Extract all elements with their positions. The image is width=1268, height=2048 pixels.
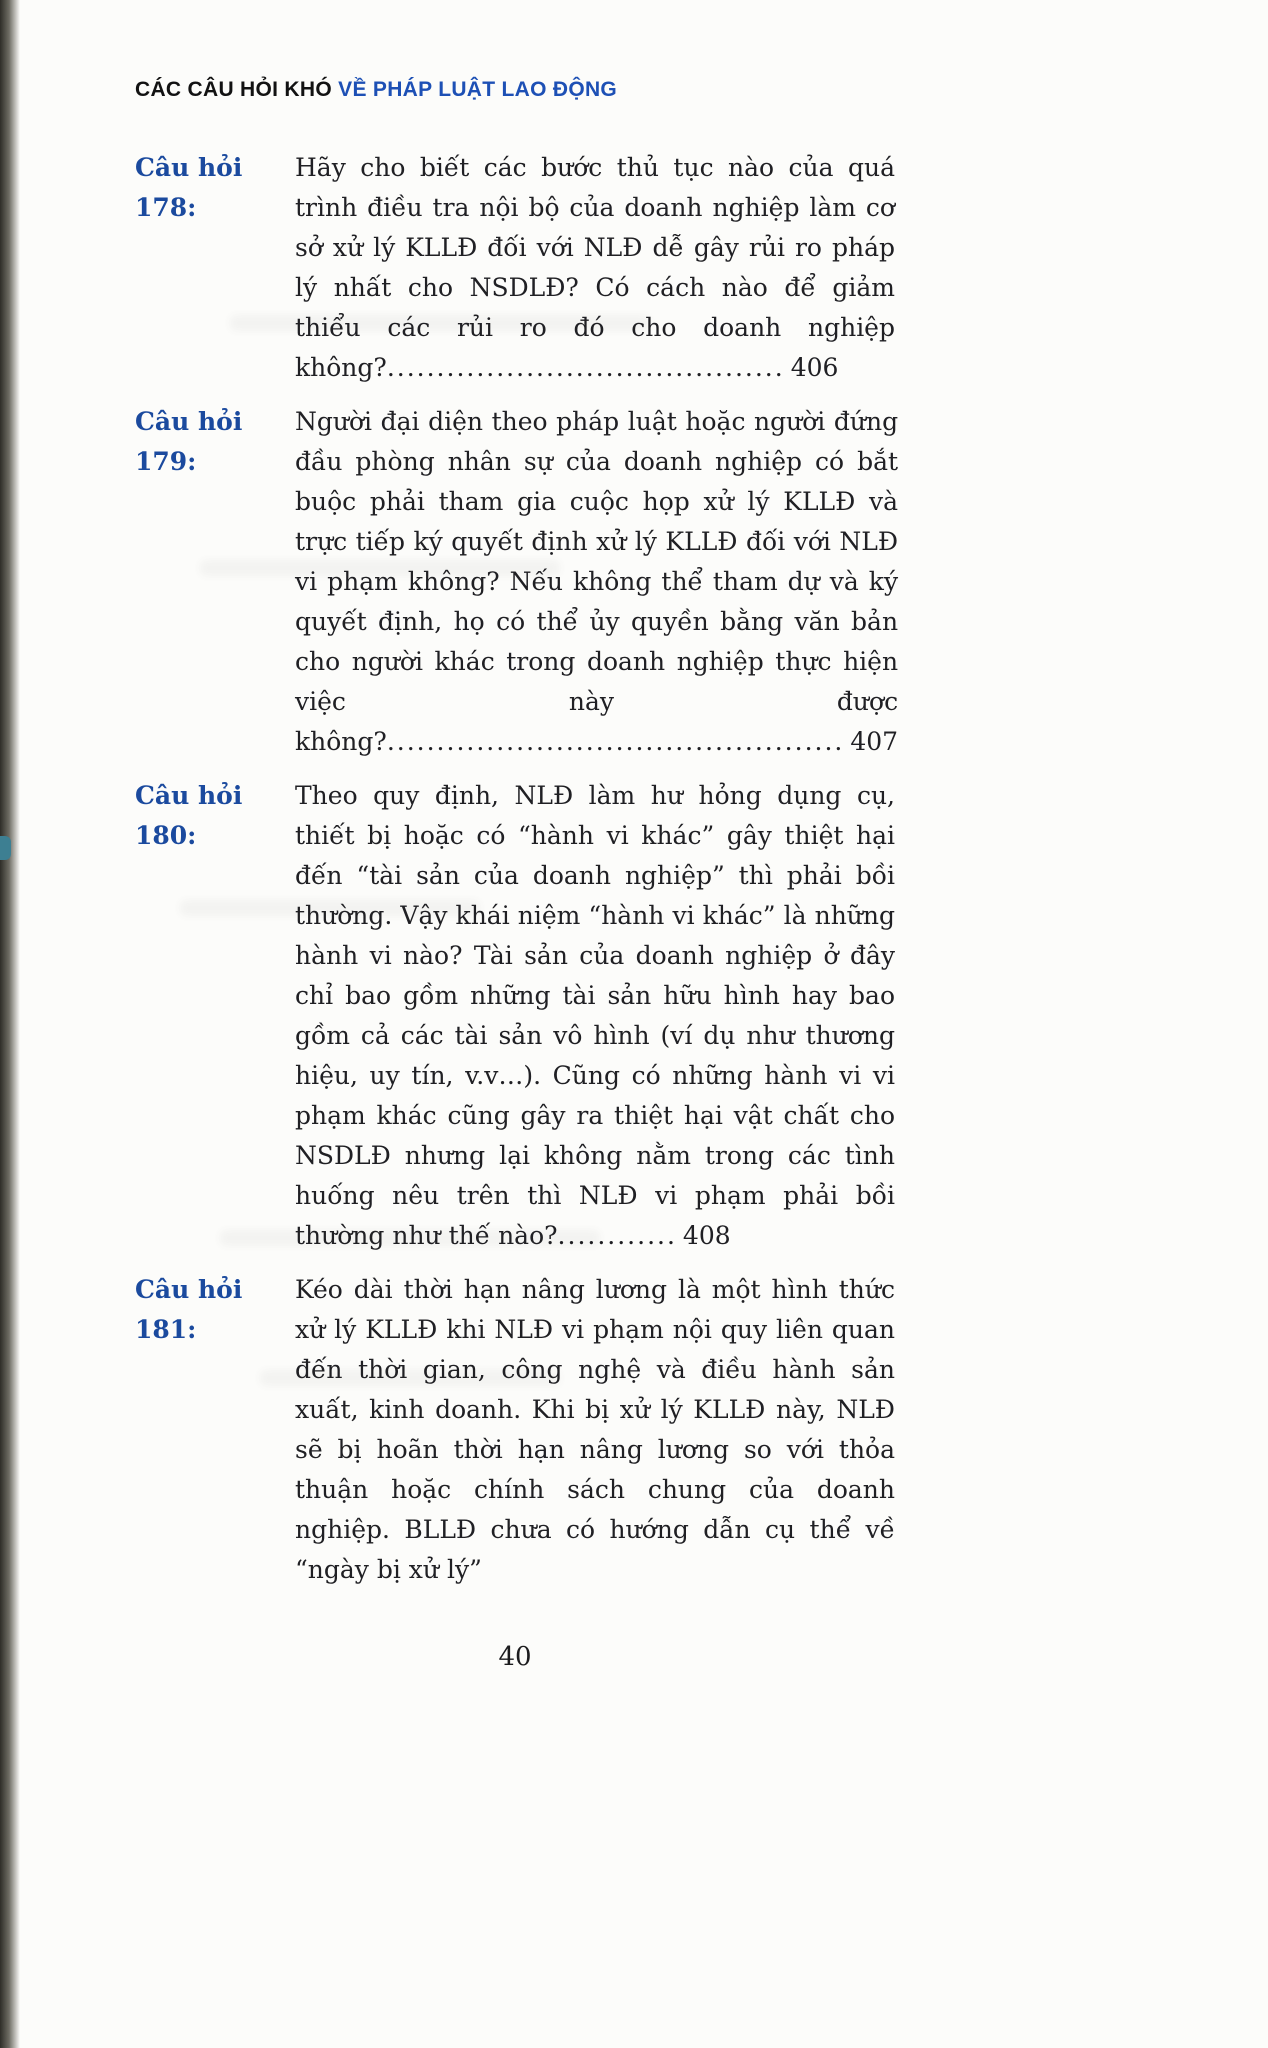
toc-entry-question: Người đại diện theo pháp luật hoặc người đứng đầu phòng nhân sự của doanh nghiệp có bắt buộc phải tham gia cuộc họp xử lý KLLĐ và trực tiếp ký quyết định xử lý KLLĐ đối với NLĐ vi phạm không? Nếu không thể tham dự và ký quyết định, họ có thể ủy quyền bằng văn bản cho người khác trong doanh nghiệp thực hiện việc này được không? xyxy=(295,407,899,756)
book-spine-shadow xyxy=(0,0,20,2048)
toc-entry-question: Hãy cho biết các bước thủ tục nào của quá trình điều tra nội bộ của doanh nghiệp làm cơ sở xử lý KLLĐ đối với NLĐ dễ gây rủi ro pháp lý nhất cho NSDLĐ? Có cách nào để giảm thiểu các rủi ro đó cho doanh nghiệp không? xyxy=(295,153,895,382)
toc-entry-question: Theo quy định, NLĐ làm hư hỏng dụng cụ, thiết bị hoặc có “hành vi khác” gây thiệt hại đến “tài sản của doanh nghiệp” thì phải bồi thường. Vậy khái niệm “hành vi khác” là những hành vi nào? Tài sản của doanh nghiệp ở đây chỉ bao gồm những tài sản hữu hình hay bao gồm cả các tài sản vô hình (ví dụ như thương hiệu, uy tín, v.v…). Cũng có những hành vi vi phạm khác cũng gây ra thiệt hại vật chất cho NSDLĐ nhưng lại không nằm trong các tình huống nêu trên thì NLĐ vi phạm phải bồi thường như thế nào? xyxy=(295,781,895,1250)
toc-entry-page: 406 xyxy=(790,353,839,382)
toc-entry xyxy=(135,148,895,388)
running-header-black: CÁC CÂU HỎI KHÓ xyxy=(135,78,339,101)
toc-entry-page: 408 xyxy=(682,1221,731,1250)
ink-smudge xyxy=(0,836,11,860)
toc-entry-page xyxy=(482,1555,488,1584)
running-header xyxy=(135,78,895,102)
toc-entry-label: Câu hỏi 179: xyxy=(135,407,243,476)
dot-leader: ........................................ xyxy=(386,353,785,382)
toc-entry xyxy=(135,402,899,762)
dot-leader: .............................................. xyxy=(386,727,845,756)
toc-entry-question: Kéo dài thời hạn nâng lương là một hình thức xử lý KLLĐ khi NLĐ vi phạm nội quy liên quan đến thời gian, công nghệ và điều hành sản xuất, kinh doanh. Khi bị xử lý KLLĐ này, NLĐ sẽ bị hoãn thời hạn nâng lương so với thỏa thuận hoặc chính sách chung của doanh nghiệp. BLLĐ chưa có hướng dẫn cụ thể về “ngày bị xử lý” xyxy=(295,1275,895,1584)
toc-entry xyxy=(135,1270,895,1590)
toc-entry-label: Câu hỏi 178: xyxy=(135,153,243,222)
toc-entry-text xyxy=(295,776,895,1256)
toc-entry-label: Câu hỏi 181: xyxy=(135,1275,243,1344)
toc-entry xyxy=(135,776,895,1256)
dot-leader: ............ xyxy=(557,1221,677,1250)
toc-entry-text xyxy=(295,1270,895,1590)
running-header-blue: VỀ PHÁP LUẬT LAO ĐỘNG xyxy=(338,78,618,101)
page-content xyxy=(135,78,899,1672)
page-number: 40 xyxy=(498,1642,532,1672)
toc-entries xyxy=(135,148,899,1590)
toc-entry-text xyxy=(295,402,898,762)
toc-entry-page: 407 xyxy=(850,727,899,756)
toc-entry-text xyxy=(295,148,895,388)
toc-entry-label: Câu hỏi 180: xyxy=(135,781,243,850)
